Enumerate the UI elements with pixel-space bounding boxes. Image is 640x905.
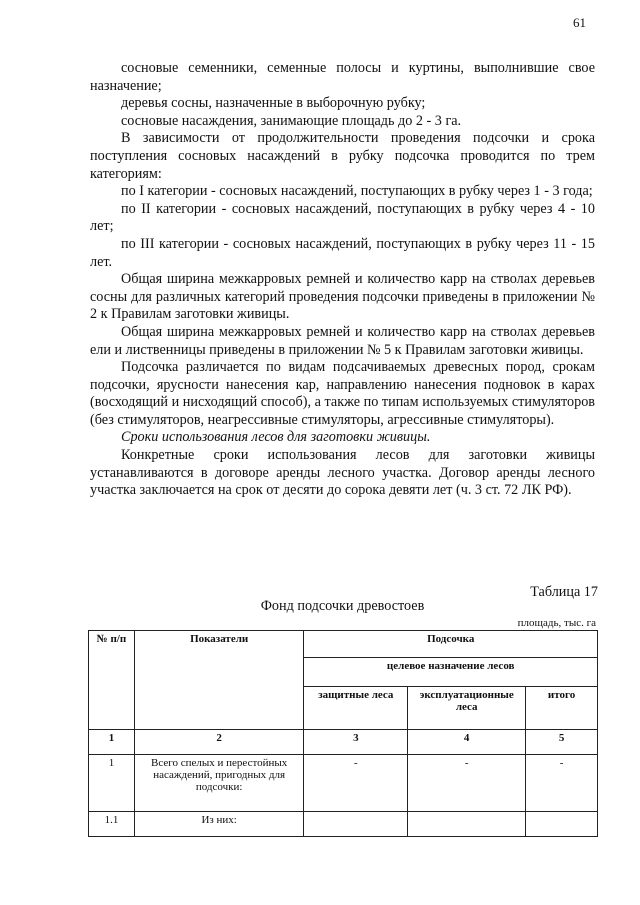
row-protective: - (304, 755, 408, 812)
header-operational: эксплуатационные леса (408, 687, 526, 730)
paragraph: по II категории - сосновых насаждений, поступающих в рубку через 4 - 10 лет; (90, 200, 595, 235)
header-num: № п/п (89, 631, 135, 730)
tapping-fund-table (88, 630, 598, 837)
row-total (526, 812, 598, 837)
paragraph: Конкретные сроки использования лесов для заготовки живицы устанавливаются в договоре аренды лесного участка. Договор аренды лесного участка заключается на срок от десяти до сорока девяти лет (ч. 3 ст. 72 ЛК РФ). (90, 447, 595, 499)
header-indicator: Показатели (134, 631, 304, 730)
paragraph: Общая ширина межкарровых ремней и количество карр на стволах деревьев сосны для различных категорий проведения подсочки приведены в приложении № 2 к Правилам заготовки живицы. (90, 271, 595, 323)
body-text (90, 60, 595, 500)
row-operational: - (408, 755, 526, 812)
header-protective: защитные леса (304, 687, 408, 730)
row-operational (408, 812, 526, 837)
paragraph: по III категории - сосновых насаждений, поступающих в рубку через 11 - 15 лет. (90, 235, 595, 270)
row-protective (304, 812, 408, 837)
column-number: 2 (134, 730, 304, 755)
table-title: Фонд подсочки древостоев (260, 598, 425, 614)
column-number-row (89, 730, 598, 755)
paragraph: Общая ширина межкарровых ремней и количество карр на стволах деревьев ели и лиственницы приведены в приложении № 5 к Правилам заготовки живицы. (90, 323, 595, 358)
page-number: 61 (573, 15, 586, 30)
table-row (89, 812, 598, 837)
table-row (89, 755, 598, 812)
row-total: - (526, 755, 598, 812)
header-purpose: целевое назначение лесов (304, 658, 598, 687)
paragraph: деревья сосны, назначенные в выборочную рубку; (121, 95, 426, 112)
table-units: площадь, тыс. га (517, 617, 596, 629)
row-indicator: Из них: (134, 812, 304, 837)
paragraph: Подсочка различается по видам подсачиваемых древесных пород, срокам подсочки, ярусности нанесения кар, направлению нанесения подновок в карах (восходящий и нисходящий способ), а также по типам используемых стимуляторов (без стимуляторов, неагрессивные стимуляторы, агрессивные стимуляторы). (90, 359, 595, 428)
column-number: 3 (304, 730, 408, 755)
row-num: 1 (89, 755, 135, 812)
column-number: 1 (89, 730, 135, 755)
column-number: 4 (408, 730, 526, 755)
column-number: 5 (526, 730, 598, 755)
paragraph: сосновые семенники, семенные полосы и куртины, выполнившие свое назначение; (90, 60, 595, 94)
paragraph: сосновые насаждения, занимающие площадь до 2 - 3 га. (121, 112, 462, 129)
table-label: Таблица 17 (530, 584, 598, 600)
header-total: итого (526, 687, 598, 730)
row-indicator: Всего спелых и перестойных насаждений, пригодных для подсочки: (134, 755, 304, 812)
table-header-row (89, 631, 598, 658)
row-num: 1.1 (89, 812, 135, 837)
paragraph: по I категории - сосновых насаждений, поступающих в рубку через 1 - 3 года; (121, 183, 593, 200)
paragraph: В зависимости от продолжительности проведения подсочки и срока поступления сосновых насаждений в рубку подсочка проводится по трем категориям: (90, 130, 595, 182)
header-tapping: Подсочка (304, 631, 598, 658)
section-subheading: Сроки использования лесов для заготовки живицы. (121, 429, 431, 446)
